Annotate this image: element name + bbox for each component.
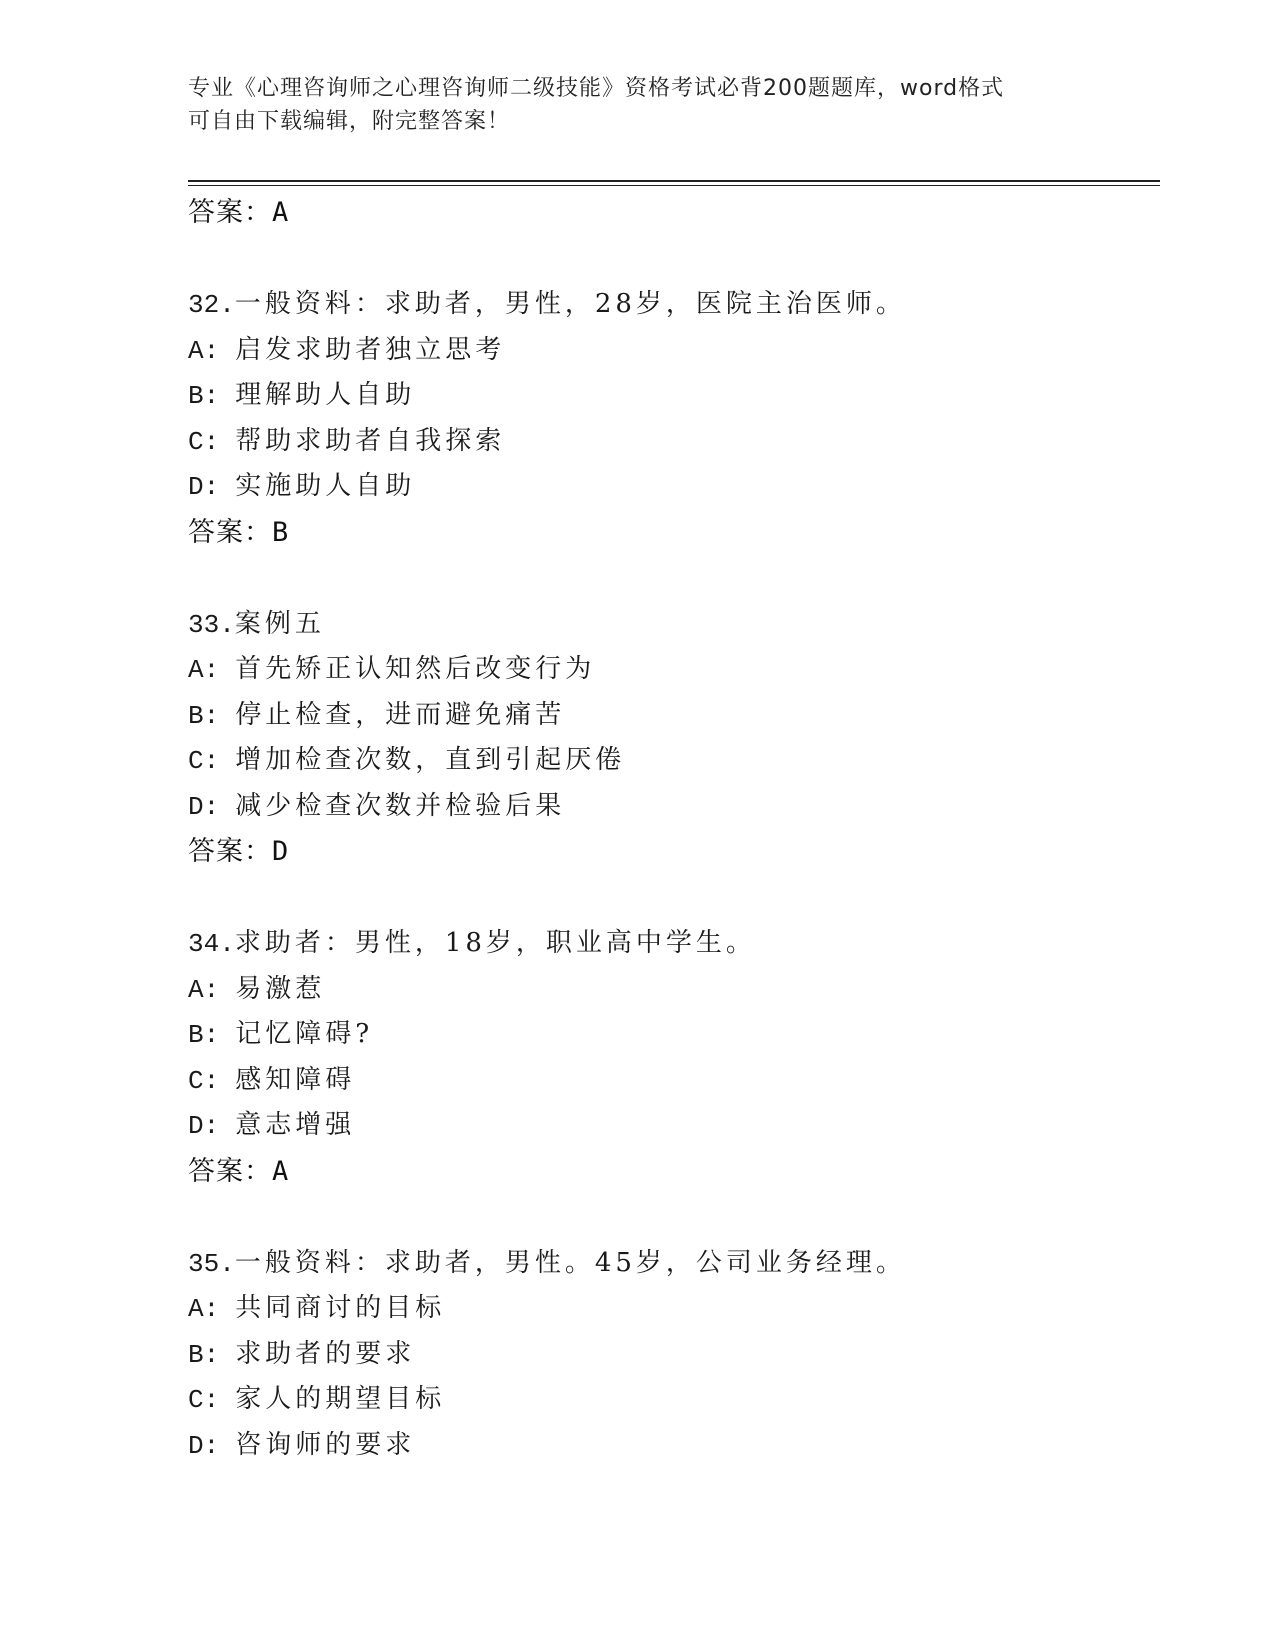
option-d	[188, 1103, 1160, 1149]
question-stem	[188, 1241, 1160, 1287]
question-item	[188, 282, 1160, 555]
question-item	[188, 602, 1160, 875]
option-text: 帮助求助者自我探索	[235, 425, 506, 456]
question-text: 一般资料：求助者，男性，28岁，医院主治医师。	[234, 289, 906, 319]
answer-line	[188, 190, 1160, 235]
option-b	[188, 1012, 1160, 1058]
answer-prefix: 答案：	[188, 1155, 272, 1187]
option-letter: C:	[188, 1385, 220, 1415]
question-text: 一般资料：求助者，男性。45岁，公司业务经理。	[234, 1247, 906, 1278]
option-d	[188, 464, 1160, 510]
answer-line	[188, 510, 1160, 555]
answer-value: D	[272, 836, 290, 867]
answer-value: A	[272, 1155, 290, 1187]
option-a	[188, 1286, 1160, 1332]
option-a	[188, 328, 1160, 374]
option-letter: A:	[188, 655, 220, 685]
answer-prefix: 答案：	[188, 836, 272, 867]
question-item	[188, 921, 1160, 1194]
option-c	[188, 1377, 1160, 1423]
option-text: 减少检查次数并检验后果	[235, 790, 566, 821]
header-title-line-1: 专业《心理咨询师之心理咨询师二级技能》资格考试必背200题题库，word格式	[188, 76, 1005, 101]
option-text: 咨询师的要求	[235, 1429, 416, 1460]
option-text: 首先矫正认知然后改变行为	[235, 654, 596, 684]
option-letter: C:	[188, 1065, 220, 1096]
option-d	[188, 1423, 1160, 1469]
option-text: 求助者的要求	[235, 1338, 416, 1369]
option-text: 感知障碍	[235, 1064, 356, 1095]
header-title-line-2: 可自由下载编辑，附完整答案！	[188, 109, 511, 134]
header-divider-thick	[188, 180, 1160, 182]
question-stem	[188, 921, 1160, 967]
option-letter: B:	[188, 1339, 220, 1370]
option-text: 共同商讨的目标	[235, 1293, 446, 1323]
question-text: 求助者：男性，18岁，职业高中学生。	[234, 928, 756, 958]
option-b	[188, 373, 1160, 419]
answer-prefix: 答案：	[188, 197, 272, 228]
question-list	[188, 190, 1160, 1468]
option-text: 记忆障碍?	[235, 1019, 374, 1049]
option-c	[188, 1058, 1160, 1104]
option-letter: B:	[188, 381, 220, 411]
header-divider-thin	[188, 185, 1160, 186]
option-letter: C:	[188, 746, 220, 776]
option-text: 家人的期望目标	[235, 1384, 446, 1414]
question-stem	[188, 602, 1160, 648]
document-header	[188, 72, 1088, 138]
answer-line	[188, 1149, 1160, 1194]
option-text: 增加检查次数，直到引起厌倦	[235, 745, 626, 775]
answer-line	[188, 829, 1160, 874]
option-letter: D:	[188, 1111, 220, 1141]
option-letter: D:	[188, 472, 220, 502]
option-text: 意志增强	[235, 1110, 356, 1140]
option-letter: A:	[188, 335, 220, 366]
question-number: 34.	[188, 929, 235, 959]
option-letter: D:	[188, 1430, 220, 1461]
question-number: 35.	[188, 1248, 235, 1279]
question-number: 33.	[188, 609, 235, 640]
option-b	[188, 1332, 1160, 1378]
option-letter: B:	[188, 1020, 220, 1050]
option-a	[188, 647, 1160, 693]
option-text: 易激惹	[235, 973, 326, 1004]
option-c	[188, 419, 1160, 465]
question-stem	[188, 282, 1160, 328]
answer-value: B	[272, 516, 290, 548]
question-number: 32.	[188, 290, 235, 320]
option-text: 理解助人自助	[235, 380, 416, 410]
question-item	[188, 1241, 1160, 1469]
option-d	[188, 784, 1160, 830]
option-letter: C:	[188, 426, 220, 457]
option-letter: A:	[188, 1294, 220, 1324]
option-text: 实施助人自助	[235, 471, 416, 501]
option-letter: B:	[188, 700, 220, 731]
option-a	[188, 967, 1160, 1013]
option-text: 停止检查，进而避免痛苦	[235, 699, 566, 730]
option-letter: D:	[188, 791, 220, 822]
option-text: 启发求助者独立思考	[235, 334, 506, 365]
question-text: 案例五	[234, 608, 325, 639]
option-c	[188, 738, 1160, 784]
option-letter: A:	[188, 974, 220, 1005]
answer-value: A	[272, 197, 290, 228]
answer-prefix: 答案：	[188, 516, 272, 548]
option-b	[188, 693, 1160, 739]
